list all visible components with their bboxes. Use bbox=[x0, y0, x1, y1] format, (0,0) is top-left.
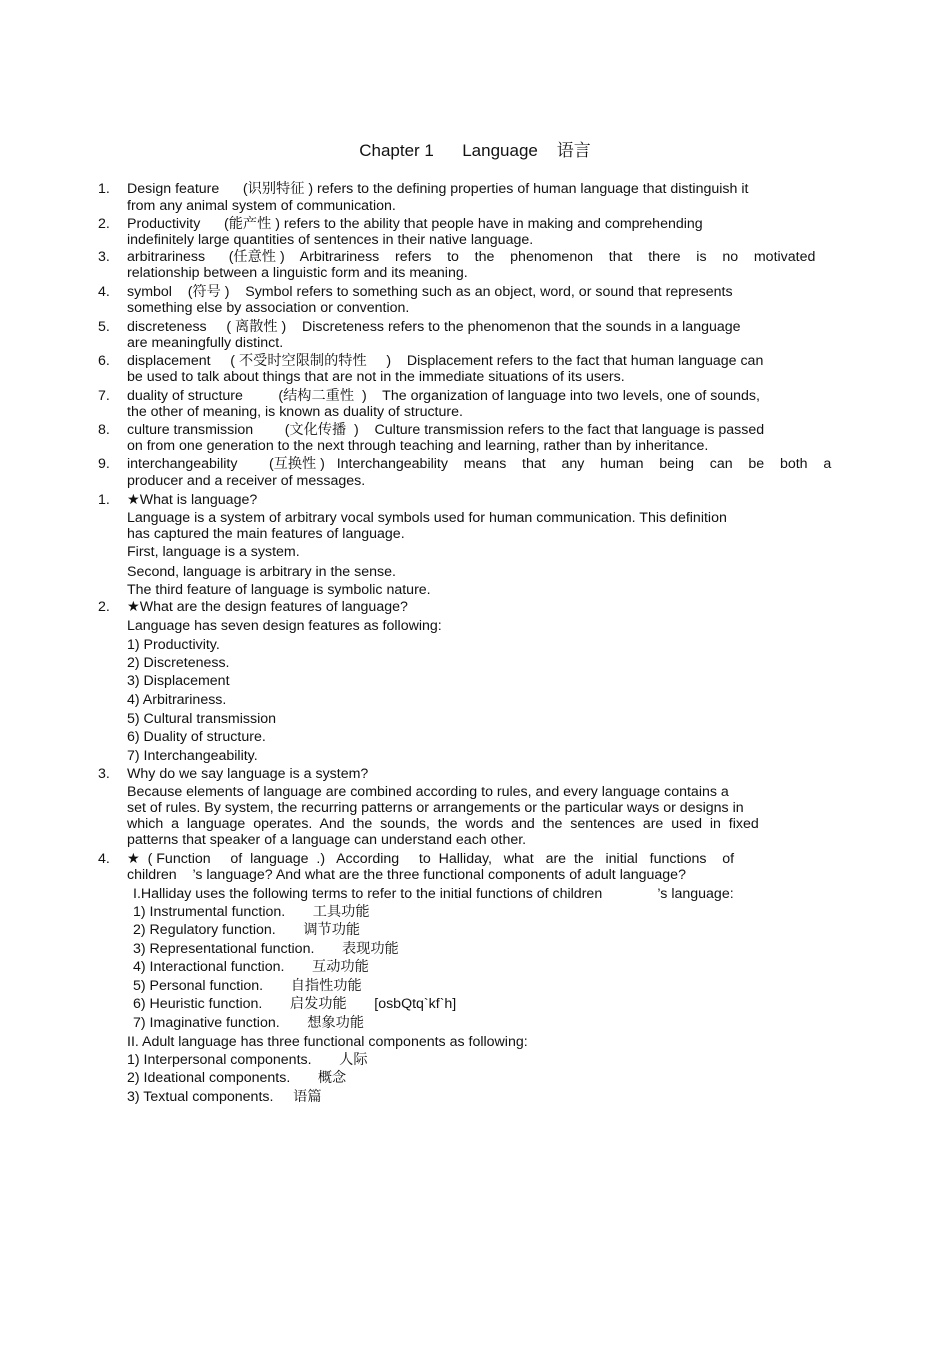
question-title: ★ ( Function of language .) According to Halliday, what are the initial functions of bbox=[127, 851, 735, 867]
question-number: 3. bbox=[98, 766, 110, 782]
question-title-continued: children ’s language? And what are the three functional components of adult language? bbox=[127, 867, 686, 883]
component-item: 2) Ideational components. 概念 bbox=[127, 1070, 347, 1086]
definition-number: 5. bbox=[98, 319, 110, 335]
answer-line: 2) Discreteness. bbox=[127, 655, 230, 671]
function-item: 3) Representational function. 表现功能 bbox=[133, 941, 399, 957]
definition-number: 7. bbox=[98, 388, 110, 404]
answer-line: patterns that speaker of a language can understand each other. bbox=[127, 832, 527, 848]
definition-line: arbitrariness (任意性 ) Arbitrariness refers to the phenomenon that there is no motivated bbox=[127, 249, 816, 265]
function-item: 4) Interactional function. 互动功能 bbox=[133, 959, 369, 975]
answer-line: 1) Productivity. bbox=[127, 637, 220, 653]
definition-line: be used to talk about things that are not in the immediate situations of its users. bbox=[127, 369, 625, 385]
definition-number: 2. bbox=[98, 216, 110, 232]
question-title: ★What is language? bbox=[127, 492, 258, 508]
definition-line: discreteness ( 离散性 ) Discreteness refers to the phenomenon that the sounds in a language bbox=[127, 319, 741, 335]
definition-line: are meaningfully distinct. bbox=[127, 335, 284, 351]
definition-line: symbol (符号 ) Symbol refers to something such as an object, word, or sound that represents bbox=[127, 284, 733, 300]
answer-line: The third feature of language is symbolic nature. bbox=[127, 582, 431, 598]
definition-line: duality of structure (结构二重性 ) The organization of language into two levels, one of sounds, bbox=[127, 388, 760, 404]
component-item: 3) Textual components. 语篇 bbox=[127, 1089, 322, 1105]
definition-line: producer and a receiver of messages. bbox=[127, 473, 366, 489]
question-number: 4. bbox=[98, 851, 110, 867]
definition-line: Design feature (识别特征 ) refers to the defining properties of human language that distinguish it bbox=[127, 181, 749, 197]
answer-line: First, language is a system. bbox=[127, 544, 300, 560]
answer-line: 7) Interchangeability. bbox=[127, 748, 258, 764]
definition-line: indefinitely large quantities of sentences in their native language. bbox=[127, 232, 534, 248]
definition-line: from any animal system of communication. bbox=[127, 198, 396, 214]
answer-line: Because elements of language are combined according to rules, and every language contains a bbox=[127, 784, 729, 800]
function-item: 1) Instrumental function. 工具功能 bbox=[133, 904, 370, 920]
definition-number: 9. bbox=[98, 456, 110, 472]
definition-line: relationship between a linguistic form and its meaning. bbox=[127, 265, 468, 281]
answer-line: 4) Arbitrariness. bbox=[127, 692, 227, 708]
question-number: 2. bbox=[98, 599, 110, 615]
definition-number: 4. bbox=[98, 284, 110, 300]
definition-line: interchangeability (互换性 ) Interchangeability means that any human being can be both a bbox=[127, 456, 832, 472]
definition-number: 6. bbox=[98, 353, 110, 369]
definition-line: the other of meaning, is known as duality of structure. bbox=[127, 404, 463, 420]
answer-line: Language is a system of arbitrary vocal symbols used for human communication. This definition bbox=[127, 510, 727, 526]
answer-line: set of rules. By system, the recurring patterns or arrangements or the particular ways or designs in bbox=[127, 800, 744, 816]
answer-line: 6) Duality of structure. bbox=[127, 729, 266, 745]
function-item: 7) Imaginative function. 想象功能 bbox=[133, 1015, 365, 1031]
definition-number: 3. bbox=[98, 249, 110, 265]
definition-line: Productivity (能产性 ) refers to the ability that people have in making and comprehending bbox=[127, 216, 703, 232]
definition-line: culture transmission (文化传播 ) Culture transmission refers to the fact that language is passed bbox=[127, 422, 765, 438]
definition-line: on from one generation to the next through teaching and learning, rather than by inheritance. bbox=[127, 438, 709, 454]
answer-line: has captured the main features of language. bbox=[127, 526, 405, 542]
definition-line: something else by association or convention. bbox=[127, 300, 410, 316]
answer-line: 3) Displacement bbox=[127, 673, 230, 689]
answer-line: Second, language is arbitrary in the sense. bbox=[127, 564, 396, 580]
function-item: 5) Personal function. 自指性功能 bbox=[133, 978, 362, 994]
answer-section-heading: I.Halliday uses the following terms to refer to the initial functions of children ’s language: bbox=[133, 886, 734, 902]
definition-number: 1. bbox=[98, 181, 110, 197]
function-item: 2) Regulatory function. 调节功能 bbox=[133, 922, 361, 938]
function-item: 6) Heuristic function. 启发功能 [osbQtq`kf`h] bbox=[133, 996, 457, 1012]
answer-section-heading: II. Adult language has three functional components as following: bbox=[127, 1034, 528, 1050]
question-number: 1. bbox=[98, 492, 110, 508]
answer-line: Language has seven design features as following: bbox=[127, 618, 442, 634]
answer-line: 5) Cultural transmission bbox=[127, 711, 277, 727]
chapter-title: Chapter 1 Language 语言 bbox=[359, 141, 591, 160]
component-item: 1) Interpersonal components. 人际 bbox=[127, 1052, 368, 1068]
definition-number: 8. bbox=[98, 422, 110, 438]
definition-line: displacement ( 不受时空限制的特性 ) Displacement refers to the fact that human language can bbox=[127, 353, 764, 369]
question-title: Why do we say language is a system? bbox=[127, 766, 369, 782]
question-title: ★What are the design features of language? bbox=[127, 599, 408, 615]
answer-line: which a language operates. And the sounds, the words and the sentences are used in fixed bbox=[127, 816, 759, 832]
